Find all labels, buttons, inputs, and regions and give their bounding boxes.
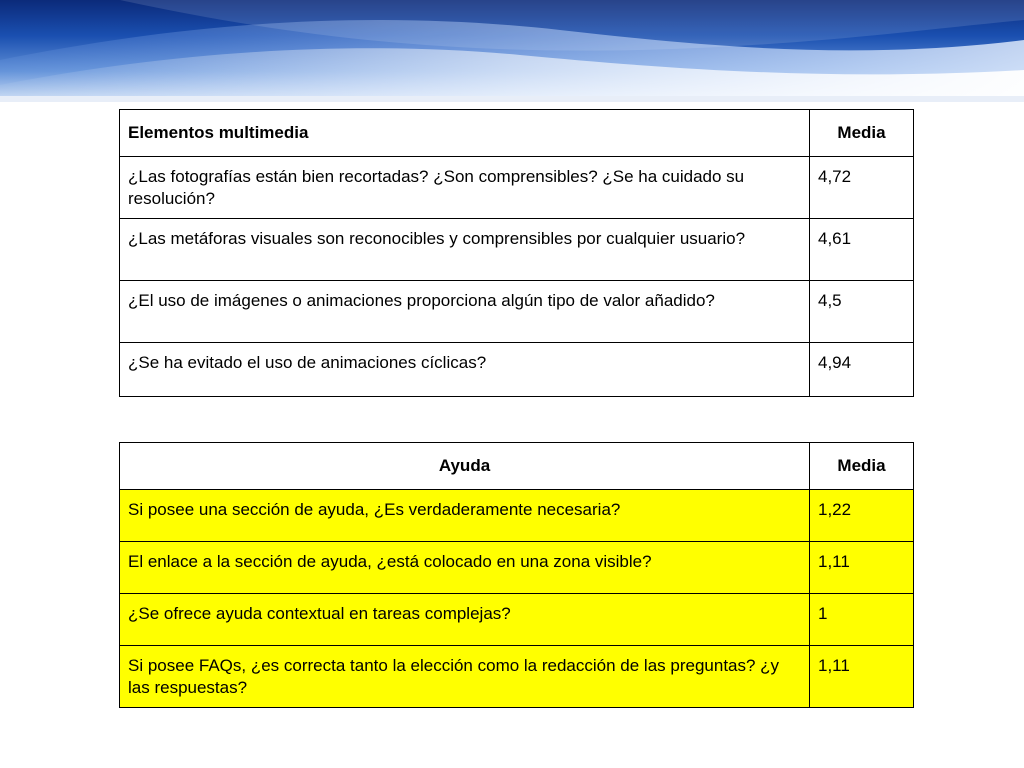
table-row <box>120 343 914 397</box>
multimedia-elements-table <box>119 109 914 397</box>
table-header-row <box>120 110 914 157</box>
value-cell: 4,72 <box>810 157 914 219</box>
question-cell: Si posee una sección de ayuda, ¿Es verdaderamente necesaria? <box>120 490 810 542</box>
table-row <box>120 646 914 708</box>
question-cell: ¿Las fotografías están bien recortadas? ¿Son comprensibles? ¿Se ha cuidado su resolución? <box>120 157 810 219</box>
column-header-elements: Elementos multimedia <box>120 110 810 157</box>
table-row <box>120 281 914 343</box>
question-cell: ¿Se ha evitado el uso de animaciones cíclicas? <box>120 343 810 397</box>
table-row <box>120 157 914 219</box>
value-cell: 4,5 <box>810 281 914 343</box>
table-row <box>120 219 914 281</box>
value-cell: 1,11 <box>810 646 914 708</box>
question-cell: ¿El uso de imágenes o animaciones proporciona algún tipo de valor añadido? <box>120 281 810 343</box>
question-cell: El enlace a la sección de ayuda, ¿está colocado en una zona visible? <box>120 542 810 594</box>
value-cell: 1 <box>810 594 914 646</box>
value-cell: 4,94 <box>810 343 914 397</box>
column-header-media: Media <box>810 110 914 157</box>
column-header-ayuda: Ayuda <box>120 443 810 490</box>
table-header-row <box>120 443 914 490</box>
help-table <box>119 442 914 708</box>
table-row <box>120 542 914 594</box>
question-cell: ¿Las metáforas visuales son reconocibles y comprensibles por cualquier usuario? <box>120 219 810 281</box>
column-header-media: Media <box>810 443 914 490</box>
value-cell: 1,22 <box>810 490 914 542</box>
header-banner <box>0 0 1024 102</box>
question-cell: ¿Se ofrece ayuda contextual en tareas complejas? <box>120 594 810 646</box>
table-row <box>120 594 914 646</box>
question-cell: Si posee FAQs, ¿es correcta tanto la elección como la redacción de las preguntas? ¿y las respuestas? <box>120 646 810 708</box>
value-cell: 1,11 <box>810 542 914 594</box>
value-cell: 4,61 <box>810 219 914 281</box>
table-row <box>120 490 914 542</box>
banner-swoosh-graphic <box>0 0 1024 102</box>
